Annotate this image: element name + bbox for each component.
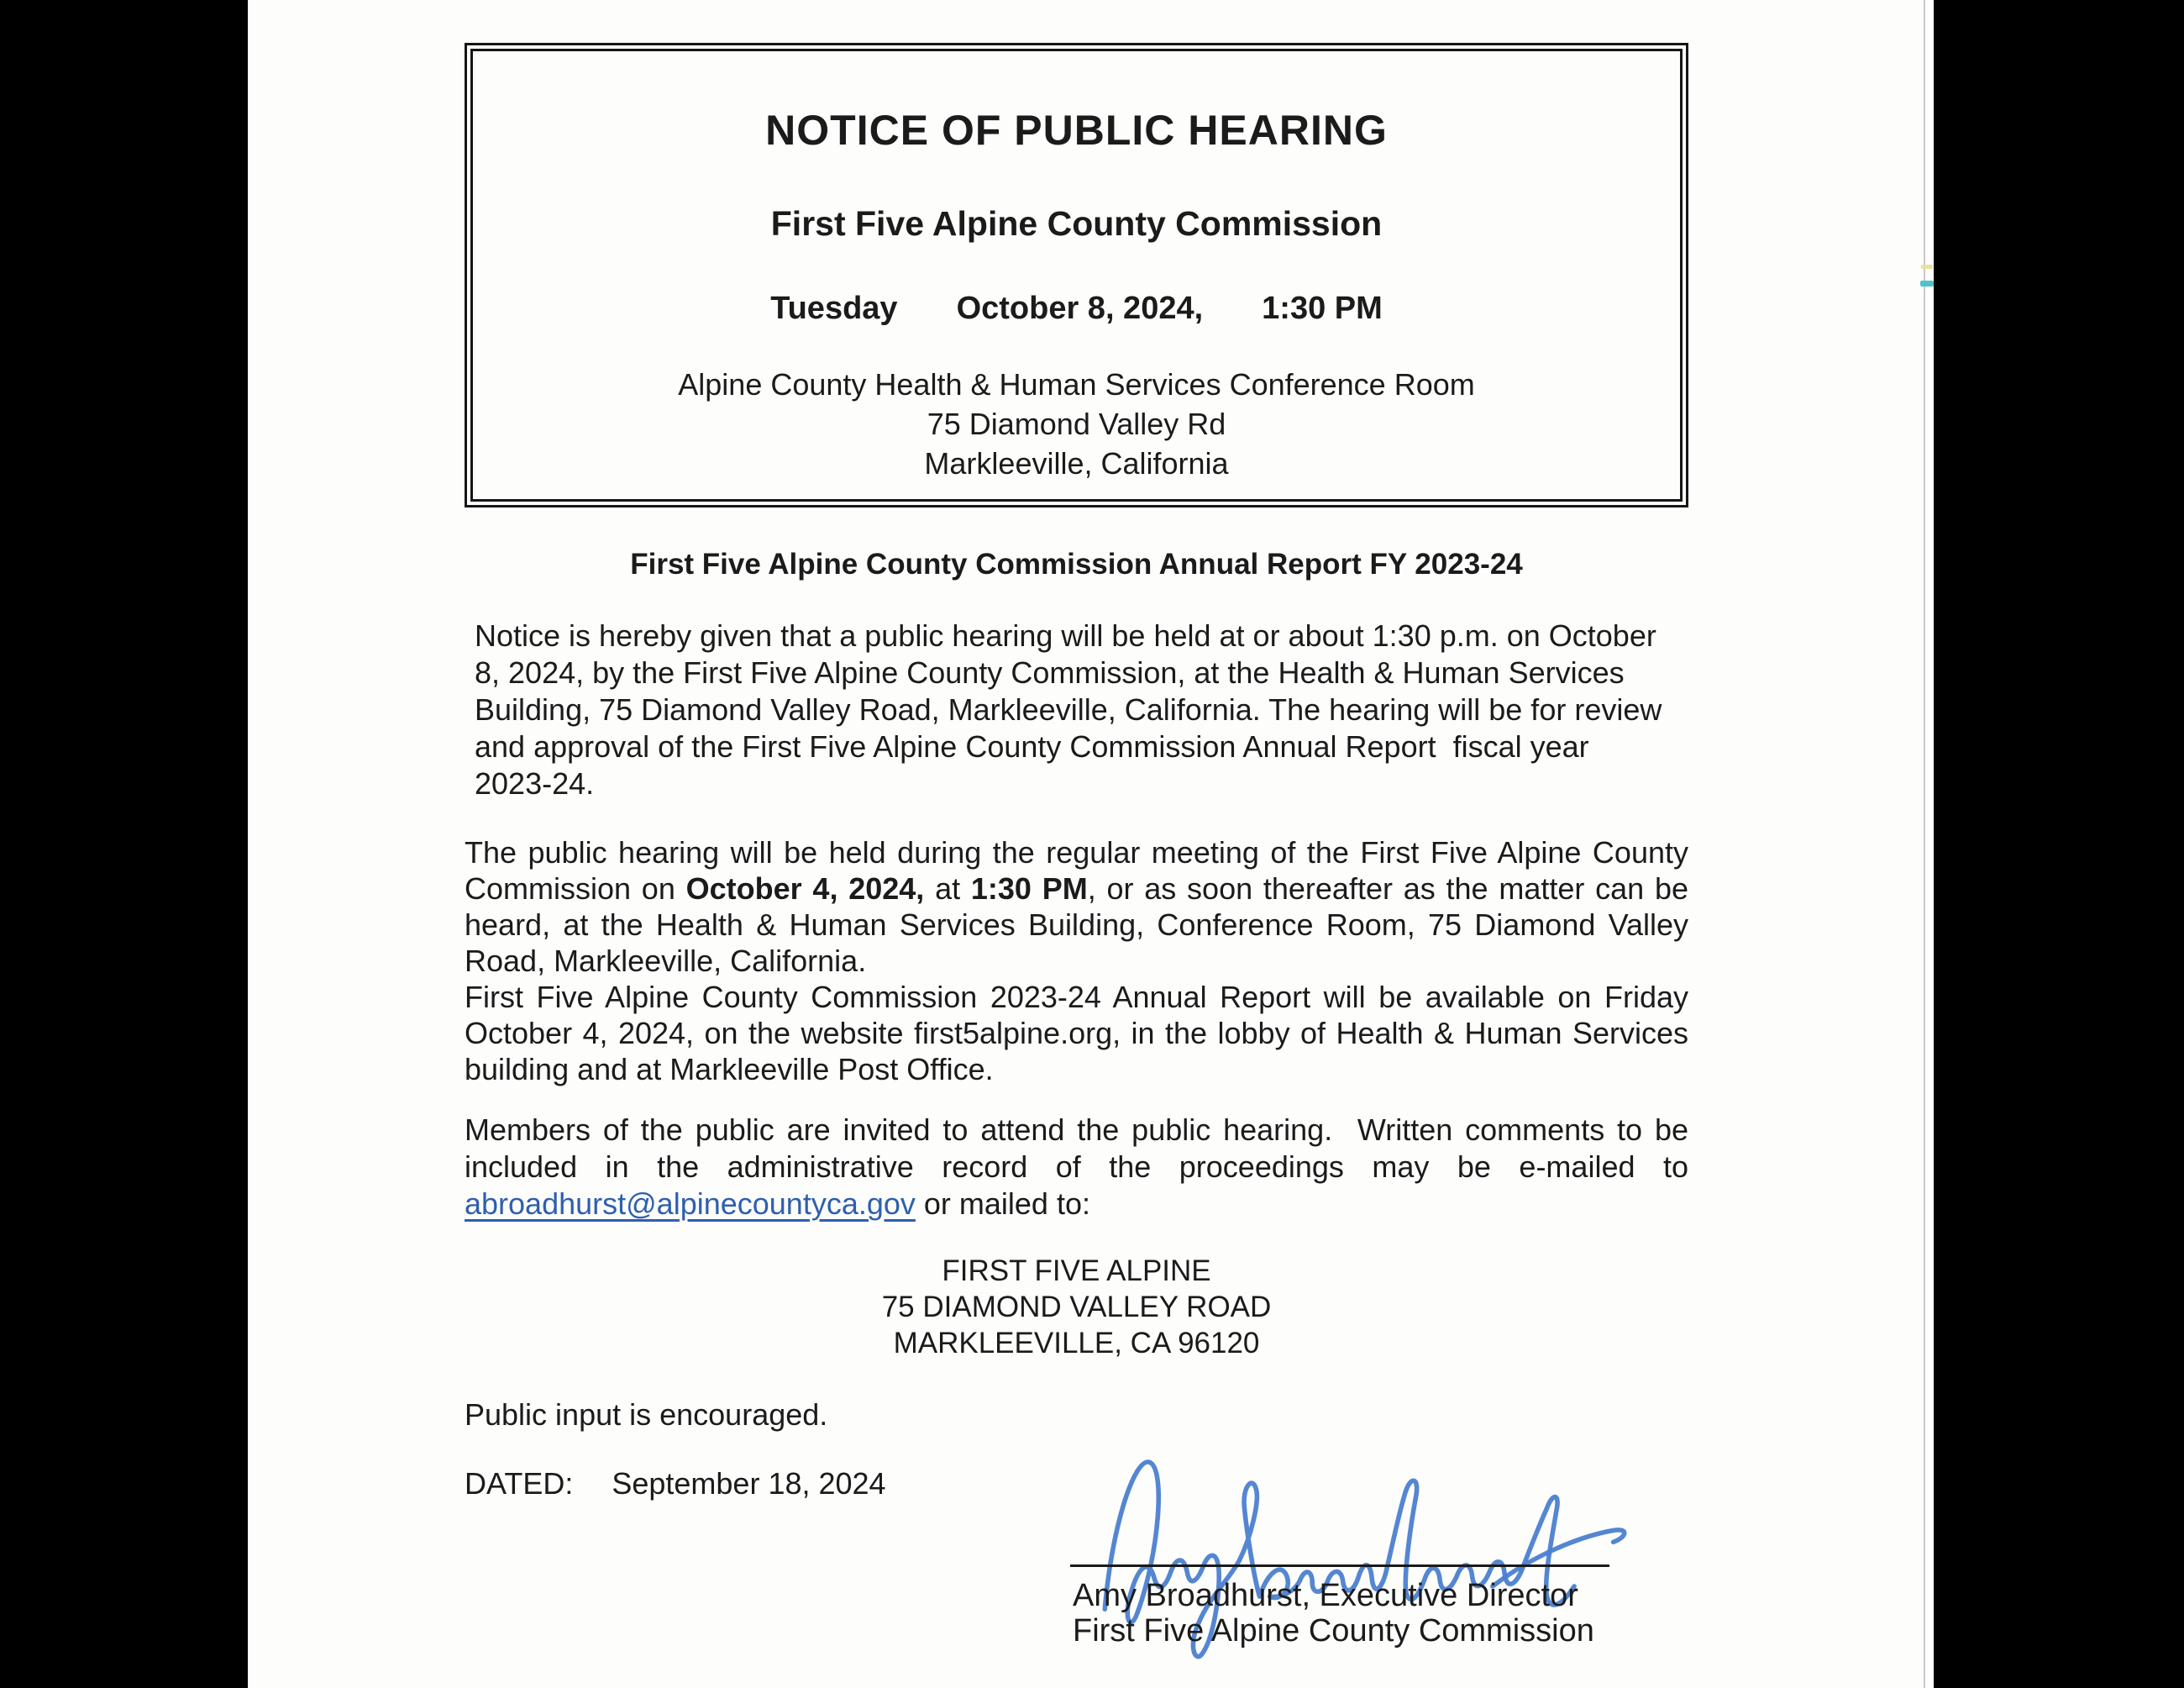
address-org: FIRST FIVE ALPINE: [942, 1254, 1211, 1287]
scan-artifact-cyan: [1920, 281, 1934, 287]
paragraph-line: Building, 75 Diamond Valley Road, Markleeville, California. The hearing will be for review: [475, 692, 1662, 727]
paragraph-line: heard, at the Health & Human Services Building, Conference Room, 75 Diamond Valley: [465, 907, 1688, 942]
hearing-dateline: [770, 289, 1383, 328]
scan-artifact-yellow: [1921, 265, 1933, 269]
paragraph-regular-meeting: [465, 834, 1688, 1087]
dated-label: DATED:: [465, 1466, 574, 1501]
address-city-zip: MARKLEEVILLE, CA 96120: [893, 1327, 1260, 1359]
paragraph-line: [465, 870, 1688, 907]
mailing-address-block: [465, 1253, 1688, 1361]
signature-line: [1070, 1564, 1609, 1567]
text-segment: Commission on: [465, 871, 686, 906]
notice-header-content: [467, 45, 1686, 505]
paragraph-line: building and at Markleeville Post Office.: [465, 1052, 994, 1086]
commission-name: First Five Alpine County Commission: [770, 204, 1383, 243]
report-heading: First Five Alpine County Commission Annual Report FY 2023-24: [630, 548, 1523, 581]
page-edge-shadow: [1924, 0, 1925, 1688]
public-input-note: Public input is encouraged.: [465, 1397, 828, 1432]
notice-title: NOTICE OF PUBLIC HEARING: [765, 107, 1388, 154]
dated-line: [465, 1466, 1688, 1501]
text-segment: or mailed to:: [915, 1186, 1090, 1221]
paragraph-line: First Five Alpine County Commission 2023-24 Annual Report will be available on Friday: [465, 980, 1688, 1014]
text-segment: at: [924, 871, 971, 906]
location-street: 75 Diamond Valley Rd: [927, 407, 1226, 441]
dated-value: September 18, 2024: [612, 1466, 886, 1501]
paragraph-notice-given: [465, 618, 1688, 802]
hearing-day: Tuesday: [770, 291, 898, 326]
paragraph-line: Road, Markleeville, California.: [465, 944, 867, 978]
location-venue: Alpine County Health & Human Services Conference Room: [678, 367, 1475, 402]
paragraph-line: Members of the public are invited to attend the public hearing. Written comments to be: [465, 1112, 1688, 1147]
paragraph-line: The public hearing will be held during the regular meeting of the First Five Alpine County: [465, 835, 1688, 870]
signer-organization: First Five Alpine County Commission: [1073, 1613, 1594, 1649]
bold-meeting-date: October 4, 2024,: [685, 871, 925, 906]
paragraph-line: included in the administrative record of the proceedings may be e-mailed to: [465, 1149, 1688, 1184]
notice-header-box: [465, 43, 1688, 507]
signature-block: [1073, 1578, 1594, 1649]
document-page: [248, 0, 1934, 1688]
paragraph-line: October 4, 2024, on the website first5alpine.org, in the lobby of Health & Human Services: [465, 1016, 1688, 1050]
paragraph-public-comments: [465, 1112, 1688, 1223]
signer-name-title: Amy Broadhurst, Executive Director: [1073, 1578, 1578, 1613]
location-city: Markleeville, California: [924, 446, 1229, 481]
email-link[interactable]: abroadhurst@alpinecountyca.gov: [465, 1186, 916, 1221]
paragraph-line: and approval of the First Five Alpine County Commission Annual Report fiscal year: [475, 729, 1589, 764]
hearing-time: 1:30 PM: [1262, 291, 1383, 326]
text-segment: , or as soon thereafter as the matter can be: [1087, 871, 1688, 906]
paragraph-line: Notice is hereby given that a public hearing will be held at or about 1:30 p.m. on October: [475, 618, 1656, 653]
hearing-date: October 8, 2024,: [956, 291, 1204, 326]
paragraph-line: [465, 1186, 1688, 1223]
address-street: 75 DIAMOND VALLEY ROAD: [881, 1291, 1272, 1323]
hearing-location: [678, 365, 1474, 483]
paragraph-line: 2023-24.: [475, 766, 595, 801]
bold-meeting-time: 1:30 PM: [970, 871, 1088, 906]
paragraph-line: 8, 2024, by the First Five Alpine County Commission, at the Health & Human Services: [475, 655, 1625, 690]
